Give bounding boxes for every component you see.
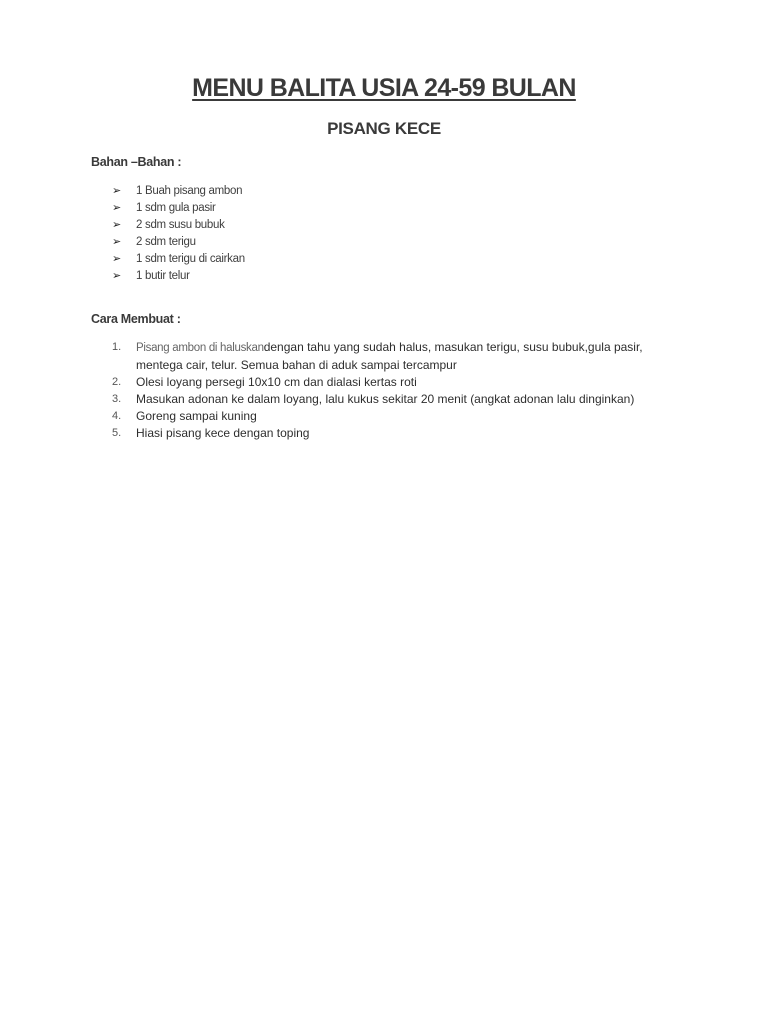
document-title (0, 74, 768, 103)
recipe-name: PISANG KECE (327, 119, 441, 138)
ingredient-text: 1 butir telur (136, 270, 190, 282)
ingredient-text: 1 sdm terigu di cairkan (136, 253, 245, 265)
ingredient-text: 1 sdm gula pasir (136, 202, 216, 214)
method-step (112, 408, 682, 425)
step-number: 5. (112, 427, 122, 439)
arrowhead-bullet-icon: ➢ (112, 253, 121, 265)
ingredient-item (112, 234, 245, 251)
ingredients-list (112, 183, 245, 285)
ingredient-item (112, 200, 245, 217)
step-text: Goreng sampai kuning (136, 409, 257, 423)
step-number: 4. (112, 410, 122, 422)
method-steps-list (112, 339, 682, 442)
step-lead-text: Pisang ambon di haluskan (136, 342, 264, 354)
step-text: Hiasi pisang kece dengan toping (136, 426, 310, 440)
arrowhead-bullet-icon: ➢ (112, 219, 121, 231)
ingredient-text: 2 sdm susu bubuk (136, 219, 225, 231)
step-text: Masukan adonan ke dalam loyang, lalu kukus sekitar 20 menit (angkat adonan lalu dinginkan) (136, 392, 635, 406)
method-step (112, 339, 682, 374)
method-step (112, 425, 682, 442)
method-heading: Cara Membuat : (91, 312, 181, 326)
step-text (136, 339, 682, 374)
ingredient-item (112, 268, 245, 285)
step-number: 1. (112, 341, 122, 353)
ingredient-text: 2 sdm terigu (136, 236, 196, 248)
method-step (112, 374, 682, 391)
step-main-text: dengan tahu yang sudah halus, masukan terigu, susu bubuk,gula pasir, mentega cair, telur. Semua bahan di aduk sampai tercampur (136, 340, 643, 372)
arrowhead-bullet-icon: ➢ (112, 202, 121, 214)
document-title-text: MENU BALITA USIA 24-59 BULAN (192, 74, 576, 102)
ingredient-text: 1 Buah pisang ambon (136, 185, 243, 197)
ingredient-item (112, 251, 245, 268)
arrowhead-bullet-icon: ➢ (112, 270, 121, 282)
ingredient-item (112, 183, 245, 200)
arrowhead-bullet-icon: ➢ (112, 185, 121, 197)
ingredients-heading: Bahan –Bahan : (91, 155, 182, 169)
ingredient-item (112, 217, 245, 234)
method-step (112, 391, 682, 408)
step-number: 3. (112, 393, 122, 405)
step-number: 2. (112, 376, 122, 388)
step-text: Olesi loyang persegi 10x10 cm dan dialasi kertas roti (136, 375, 417, 389)
arrowhead-bullet-icon: ➢ (112, 236, 121, 248)
